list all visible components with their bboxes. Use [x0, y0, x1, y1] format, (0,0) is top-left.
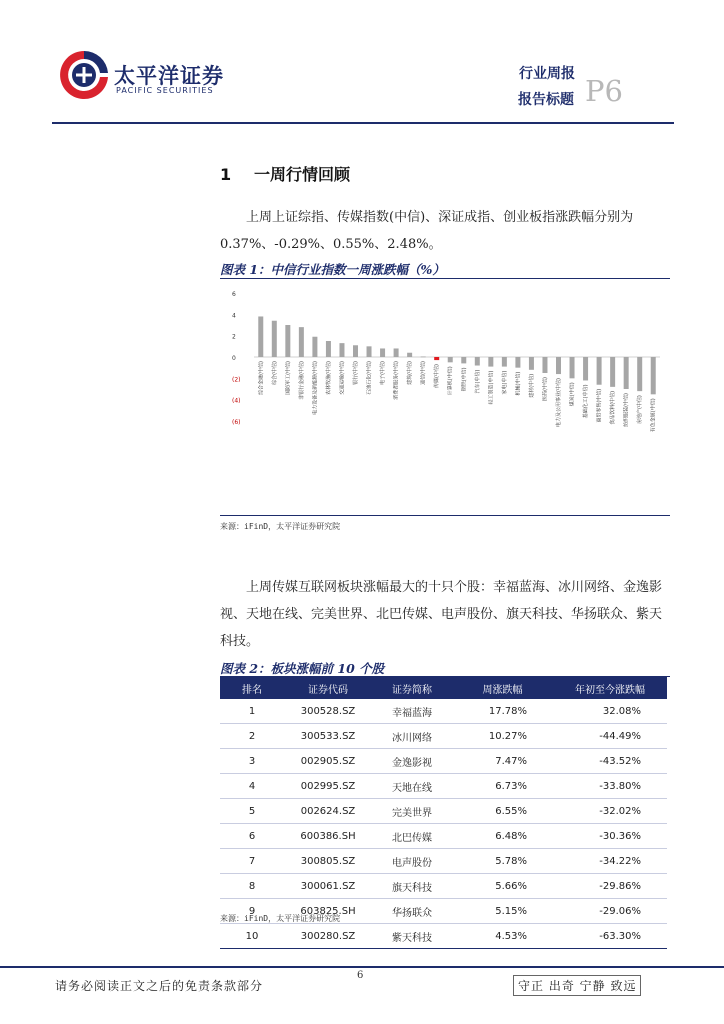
y-tick-label: 4 [232, 312, 236, 320]
x-tick-label: 传媒(中信) [434, 364, 441, 388]
table-row [220, 849, 667, 874]
bar [312, 337, 317, 357]
figure1-source: 来源：iFinD，太平洋证券研究院 [220, 522, 341, 531]
ytd-change-cell: -63.30% [553, 924, 667, 949]
table-row [220, 699, 667, 724]
x-tick-label: 钢铁(中信) [461, 367, 468, 392]
x-tick-label: 电力设备及新能源(中信) [312, 361, 319, 415]
ytd-change-cell: -33.80% [553, 774, 667, 799]
name-cell: 冰川网络 [372, 724, 452, 749]
table-row [220, 774, 667, 799]
code-cell: 300061.SZ [284, 874, 372, 899]
page-tag: P6 [585, 74, 623, 108]
ytd-change-cell: -43.52% [553, 749, 667, 774]
report-type: 行业周报 [519, 66, 575, 82]
bar [556, 357, 561, 374]
name-cell: 金逸影视 [372, 749, 452, 774]
bar [299, 327, 304, 357]
bar [597, 357, 602, 385]
ytd-change-cell: 32.08% [553, 699, 667, 724]
weekly-change-cell: 5.66% [452, 874, 553, 899]
x-tick-label: 消费者服务(中信) [393, 361, 400, 400]
code-cell: 300528.SZ [284, 699, 372, 724]
section-title-text: 一周行情回顾 [254, 165, 351, 184]
header-ytd-change: 年初至今涨跌幅 [553, 677, 667, 699]
table-row [220, 749, 667, 774]
bar [624, 357, 629, 389]
x-tick-label: 综合(中信) [271, 361, 278, 385]
x-tick-label: 通信(中信) [420, 361, 427, 385]
bar [353, 345, 358, 357]
bar [367, 346, 372, 357]
x-tick-label: 电子(中信) [380, 361, 387, 385]
weekly-change-cell: 4.53% [452, 924, 553, 949]
ytd-change-cell: -32.02% [553, 799, 667, 824]
name-cell: 天地在线 [372, 774, 452, 799]
weekly-change-cell: 10.27% [452, 724, 553, 749]
weekly-change-cell: 6.48% [452, 824, 553, 849]
weekly-change-cell: 5.78% [452, 849, 553, 874]
page-number: 6 [357, 970, 364, 981]
code-cell: 603825.SH [284, 899, 372, 924]
bar [380, 348, 385, 357]
bar [448, 357, 453, 362]
rank-cell: 9 [220, 899, 284, 924]
pacific-securities-logo-icon [56, 47, 112, 103]
rank-cell: 1 [220, 699, 284, 724]
bar [637, 357, 642, 391]
bar [583, 357, 588, 380]
ytd-change-cell: -29.86% [553, 874, 667, 899]
bar [272, 321, 277, 357]
market-summary-paragraph: 上周上证综指、传媒指数(中信)、深证成指、创业板指涨跌幅分别为 0.37%、-0.29%、0.55%、2.48%。 [220, 210, 634, 252]
y-tick-label: (6) [232, 419, 241, 426]
code-cell: 300280.SZ [284, 924, 372, 949]
table-row [220, 874, 667, 899]
weekly-change-cell: 6.55% [452, 799, 553, 824]
name-cell: 电声股份 [372, 849, 452, 874]
x-tick-label: 综合金融(中信) [258, 361, 265, 395]
figure1-top-rule [220, 278, 670, 279]
table-row [220, 924, 667, 949]
y-tick-label: 6 [232, 291, 236, 298]
x-tick-label: 汽车(中信) [474, 369, 481, 394]
name-cell: 完美世界 [372, 799, 452, 824]
bar [515, 357, 520, 368]
bar [394, 348, 399, 357]
x-tick-label: 计算机(中信) [447, 366, 454, 396]
x-tick-label: 银行(中信) [353, 361, 359, 385]
bar [502, 357, 507, 367]
header-weekly-change: 周涨跌幅 [452, 677, 553, 699]
bar [339, 343, 344, 357]
company-motto: 守正 出奇 宁静 致远 [513, 975, 641, 996]
header-code: 证券代码 [284, 677, 372, 699]
table-row [220, 799, 667, 824]
bar [488, 357, 493, 367]
ytd-change-cell: -29.06% [553, 899, 667, 924]
ytd-change-cell: -34.22% [553, 849, 667, 874]
bar [570, 357, 575, 378]
code-cell: 300805.SZ [284, 849, 372, 874]
x-tick-label: 轻工制造(中信) [488, 370, 495, 405]
rank-cell: 10 [220, 924, 284, 949]
disclaimer-note: 请务必阅读正文之后的免责条款部分 [55, 979, 264, 993]
ytd-change-cell: -30.36% [553, 824, 667, 849]
x-tick-label: 有色金属(中信) [650, 398, 657, 433]
code-cell: 600386.SH [284, 824, 372, 849]
figure1-bottom-rule [220, 515, 670, 516]
brand-name-cn: 太平洋证券 [114, 64, 224, 88]
header-divider [52, 122, 674, 124]
report-title: 报告标题 [518, 92, 574, 108]
bar [529, 357, 534, 370]
code-cell: 300533.SZ [284, 724, 372, 749]
bar [421, 356, 426, 357]
x-tick-label: 纺织服装(中信) [623, 393, 630, 427]
code-cell: 002995.SZ [284, 774, 372, 799]
x-tick-label: 基础化工(中信) [583, 384, 590, 419]
name-cell: 旗天科技 [372, 874, 452, 899]
rank-cell: 7 [220, 849, 284, 874]
section-heading [220, 162, 350, 185]
table-row [220, 824, 667, 849]
x-tick-label: 医药(中信) [542, 377, 549, 401]
bar [475, 357, 480, 366]
x-tick-label: 非银行金融(中信) [298, 361, 305, 400]
table-row [220, 724, 667, 749]
industry-index-bar-chart [220, 280, 670, 515]
x-tick-label: 家电(中信) [501, 370, 508, 395]
code-cell: 002905.SZ [284, 749, 372, 774]
figure1-title: 图表 1：中信行业指数一周涨跌幅（%） [220, 262, 445, 277]
x-tick-label: 房地产(中信) [637, 395, 644, 425]
x-tick-label: 煤炭(中信) [569, 382, 576, 407]
x-tick-label: 建材(中信) [528, 373, 535, 398]
x-tick-label: 农林牧渔(中信) [325, 361, 332, 395]
bar [407, 353, 412, 357]
header-name: 证券简称 [372, 677, 452, 699]
rank-cell: 3 [220, 749, 284, 774]
rank-cell: 8 [220, 874, 284, 899]
y-tick-label: (4) [232, 397, 241, 405]
bar [610, 357, 615, 387]
x-tick-label: 国防军工(中信) [285, 361, 292, 395]
x-tick-label: 石油石化(中信) [366, 361, 373, 395]
rank-cell: 5 [220, 799, 284, 824]
bar [258, 316, 263, 357]
x-tick-label: 食品饮料(中信) [610, 390, 617, 425]
footer-divider [0, 966, 724, 968]
table-header-row [220, 677, 667, 699]
x-tick-label: 机械(中信) [515, 371, 522, 396]
name-cell: 北巴传媒 [372, 824, 452, 849]
rank-cell: 2 [220, 724, 284, 749]
name-cell: 紫天科技 [372, 924, 452, 949]
y-tick-label: (2) [232, 376, 241, 384]
name-cell: 华扬联众 [372, 899, 452, 924]
bar [326, 341, 331, 357]
figure2-title: 图表 2：板块涨幅前 10 个股 [220, 661, 385, 676]
name-cell: 幸福蓝海 [372, 699, 452, 724]
rank-cell: 4 [220, 774, 284, 799]
header-rank: 排名 [220, 677, 284, 699]
figure2-source: 来源：iFinD，太平洋证券研究院 [220, 914, 341, 923]
y-tick-label: 2 [232, 333, 236, 341]
weekly-change-cell: 5.15% [452, 899, 553, 924]
y-tick-label: 0 [232, 355, 236, 362]
section-number: 1 [220, 165, 232, 184]
bar [651, 357, 656, 394]
x-tick-label: 建筑(中信) [407, 361, 414, 385]
x-tick-label: 交通运输(中信) [339, 361, 346, 395]
ytd-change-cell: -44.49% [553, 724, 667, 749]
bar [285, 325, 290, 357]
bar [434, 357, 439, 360]
x-tick-label: 电力及公用事业(中信) [556, 378, 562, 427]
x-tick-label: 商贸零售(中信) [596, 388, 603, 423]
code-cell: 002624.SZ [284, 799, 372, 824]
brand-name-en: PACIFIC SECURITIES [116, 86, 214, 95]
weekly-change-cell: 7.47% [452, 749, 553, 774]
weekly-change-cell: 6.73% [452, 774, 553, 799]
rank-cell: 6 [220, 824, 284, 849]
top-stocks-paragraph: 上周传媒互联网板块涨幅最大的十只个股：幸福蓝海、冰川网络、金逸影视、天地在线、完美世界、北巴传媒、电声股份、旗天科技、华扬联众、紫天科技。 [220, 580, 663, 649]
top10-stocks-table [220, 677, 667, 949]
weekly-change-cell: 17.78% [452, 699, 553, 724]
bar [461, 357, 466, 363]
bar [542, 357, 547, 373]
